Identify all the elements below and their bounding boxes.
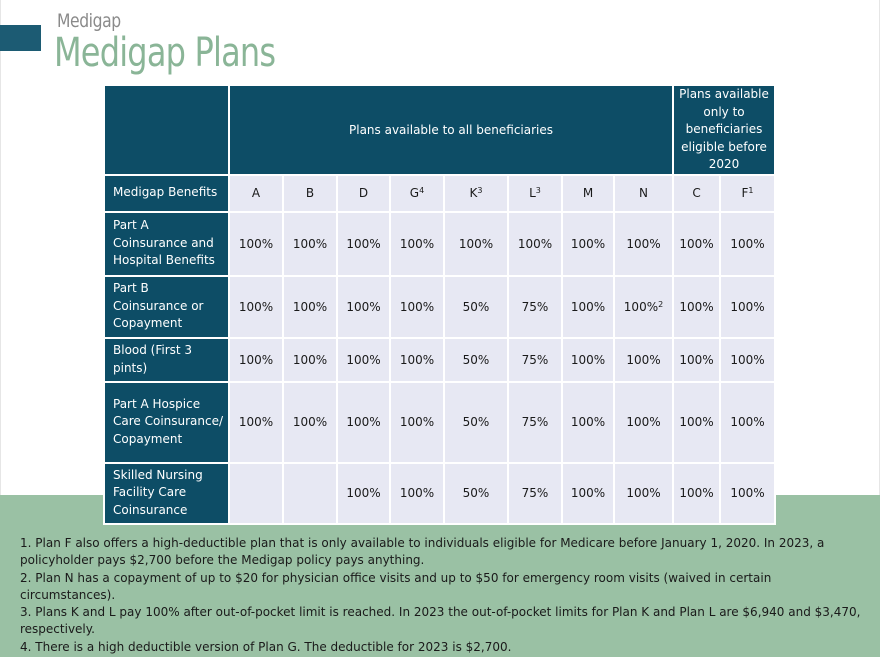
coverage-cell [283, 382, 337, 463]
benefit-label: Part B Coinsurance or Copayment [104, 276, 229, 338]
coverage-value: 100% [238, 299, 274, 314]
medigap-plans-table [103, 84, 776, 525]
coverage-cell [229, 463, 283, 524]
coverage-cell [283, 463, 337, 524]
plan-footnote-marker: 4 [419, 186, 425, 195]
plan-column-header [562, 175, 614, 212]
benefits-column-header: Medigap Benefits [104, 175, 229, 212]
coverage-cell [337, 382, 390, 463]
coverage-value: 100% [238, 236, 274, 251]
coverage-value: 75% [521, 415, 549, 429]
coverage-cell [337, 338, 390, 382]
coverage-cell [562, 382, 614, 463]
footnote: 3. Plans K and L pay 100% after out-of-pocket limit is reached. In 2023 the out-of-pocket limits for Plan K and Plan L are $6,940 and $3,470, respectively. [20, 605, 861, 637]
coverage-value: 100% [346, 415, 381, 429]
coverage-cell [673, 338, 720, 382]
coverage-value: 100% [626, 415, 661, 429]
plan-letter: A [251, 186, 261, 200]
plan-column-header [673, 175, 720, 212]
slide-kicker: Medigap [57, 10, 121, 32]
coverage-value: 100% [679, 486, 714, 500]
coverage-cell [508, 212, 562, 276]
coverage-cell [390, 276, 444, 338]
coverage-cell [720, 382, 775, 463]
plan-letter: M [582, 186, 594, 200]
coverage-cell [614, 382, 673, 463]
plan-footnote-marker: 3 [477, 186, 483, 195]
coverage-value: 50% [462, 486, 490, 500]
plan-letter: N [639, 186, 648, 200]
benefit-label: Blood (First 3 pints) [104, 338, 229, 382]
coverage-value: 100% [626, 352, 661, 367]
plan-column-header [229, 175, 283, 212]
coverage-cell [283, 212, 337, 276]
coverage-value: 100% [570, 486, 606, 500]
coverage-cell [337, 276, 390, 338]
coverage-value: 50% [462, 352, 490, 367]
coverage-value: 100% [517, 236, 553, 251]
coverage-cell [508, 338, 562, 382]
coverage-value: 100% [292, 236, 328, 251]
coverage-value: 100% [679, 299, 714, 314]
benefit-label: Skilled Nursing Facility Care Coinsurance [104, 463, 229, 524]
coverage-value: 100% [399, 352, 435, 367]
plan-footnote-marker: 3 [535, 186, 541, 195]
coverage-cell [720, 463, 775, 524]
coverage-cell [614, 276, 673, 338]
benefit-label: Part A Coinsurance and Hospital Benefits [104, 212, 229, 276]
plan-column-header [614, 175, 673, 212]
table-corner-blank [104, 85, 229, 175]
coverage-cell [283, 338, 337, 382]
coverage-value: 100% [292, 299, 328, 314]
footnote: 1. Plan F also offers a high-deductible plan that is only available to individuals eligible for Medicare before January 1, 2020. In 2023, a policyholder pays $2,700 before the Medigap policy pays anything. [20, 536, 825, 568]
footnotes [20, 535, 865, 656]
coverage-cell [444, 338, 508, 382]
coverage-value: 100% [730, 352, 765, 367]
coverage-cell [562, 212, 614, 276]
coverage-cell [390, 382, 444, 463]
coverage-cell [614, 212, 673, 276]
coverage-footnote-marker: 2 [658, 299, 664, 309]
coverage-cell [562, 276, 614, 338]
coverage-value: 100% [292, 352, 328, 367]
coverage-value: 75% [521, 352, 549, 367]
plan-letter: L [529, 186, 536, 200]
coverage-cell [614, 463, 673, 524]
accent-bar [0, 25, 41, 51]
coverage-value: 100% [679, 415, 714, 429]
coverage-value: 100% [399, 486, 435, 500]
footnote: 2. Plan N has a copayment of up to $20 for physician office visits and up to $50 for emergency room visits (waived in certain circumstances). [20, 570, 772, 602]
coverage-value: 100% [570, 236, 606, 251]
plan-column-header [283, 175, 337, 212]
benefit-label: Part A Hospice Care Coinsurance/ Copayment [104, 382, 229, 463]
coverage-value: 100% [626, 486, 661, 500]
coverage-cell [444, 276, 508, 338]
benefit-row [104, 338, 775, 382]
plan-column-header [720, 175, 775, 212]
coverage-value: 100% [399, 236, 435, 251]
slide-title: Medigap Plans [54, 30, 276, 76]
coverage-value: 100% [346, 236, 381, 251]
coverage-cell [673, 382, 720, 463]
coverage-cell [562, 463, 614, 524]
coverage-value: 100% [730, 415, 765, 429]
coverage-cell [673, 212, 720, 276]
coverage-cell [229, 276, 283, 338]
benefit-row [104, 212, 775, 276]
plan-column-header [337, 175, 390, 212]
coverage-value: 100% [346, 352, 381, 367]
plan-footnote-marker: 1 [748, 186, 754, 195]
benefit-row [104, 276, 775, 338]
plan-letter: G [409, 186, 420, 200]
coverage-cell [720, 276, 775, 338]
coverage-value: 100% [458, 236, 494, 251]
coverage-cell [720, 338, 775, 382]
coverage-value: 75% [521, 486, 549, 500]
coverage-cell [390, 212, 444, 276]
coverage-cell [229, 338, 283, 382]
coverage-value: 100% [626, 236, 661, 251]
plan-letter: F [741, 186, 749, 200]
coverage-cell [337, 463, 390, 524]
coverage-cell [673, 463, 720, 524]
coverage-cell [229, 212, 283, 276]
coverage-value: 100% [730, 299, 765, 314]
plan-column-header [444, 175, 508, 212]
coverage-value: 50% [462, 415, 490, 429]
coverage-cell [283, 276, 337, 338]
benefit-row [104, 382, 775, 463]
coverage-value: 100% [570, 299, 606, 314]
coverage-value: 100% [399, 299, 435, 314]
coverage-value: 75% [521, 299, 549, 314]
plan-letter: K [469, 186, 478, 200]
coverage-value: 100% [238, 352, 274, 367]
coverage-value: 100% [399, 415, 435, 429]
plan-column-header [508, 175, 562, 212]
plan-letter: D [358, 186, 369, 200]
coverage-cell [508, 276, 562, 338]
coverage-value: 100% [570, 352, 606, 367]
coverage-cell [508, 382, 562, 463]
coverage-cell [720, 212, 775, 276]
coverage-cell [390, 338, 444, 382]
group-header-eligible-before-2020: Plans available only to beneficiaries eligible before 2020 [673, 85, 775, 175]
coverage-value: 100% [679, 352, 714, 367]
group-header-all-beneficiaries: Plans available to all beneficiaries [229, 85, 673, 175]
coverage-cell [614, 338, 673, 382]
coverage-cell [444, 212, 508, 276]
coverage-value: 100% [730, 486, 765, 500]
coverage-value: 100% [346, 486, 381, 500]
coverage-cell [562, 338, 614, 382]
coverage-cell [444, 382, 508, 463]
coverage-value: 100% [570, 415, 606, 429]
footnote: 4. There is a high deductible version of Plan G. The deductible for 2023 is $2,700. [20, 639, 512, 654]
coverage-value: 50% [462, 299, 490, 314]
plan-letter: C [692, 186, 701, 200]
coverage-cell [508, 463, 562, 524]
coverage-cell [390, 463, 444, 524]
coverage-value: 100% [238, 415, 274, 429]
coverage-value: 100% [346, 299, 381, 314]
coverage-cell [673, 276, 720, 338]
plan-column-header [390, 175, 444, 212]
coverage-cell [337, 212, 390, 276]
coverage-value: 100% [679, 236, 714, 251]
benefit-row [104, 463, 775, 524]
coverage-value: 100% [292, 415, 328, 429]
coverage-value: 100% [730, 236, 765, 251]
coverage-value: 100% [623, 299, 659, 314]
coverage-cell [229, 382, 283, 463]
plan-letter: B [305, 186, 315, 200]
coverage-cell [444, 463, 508, 524]
